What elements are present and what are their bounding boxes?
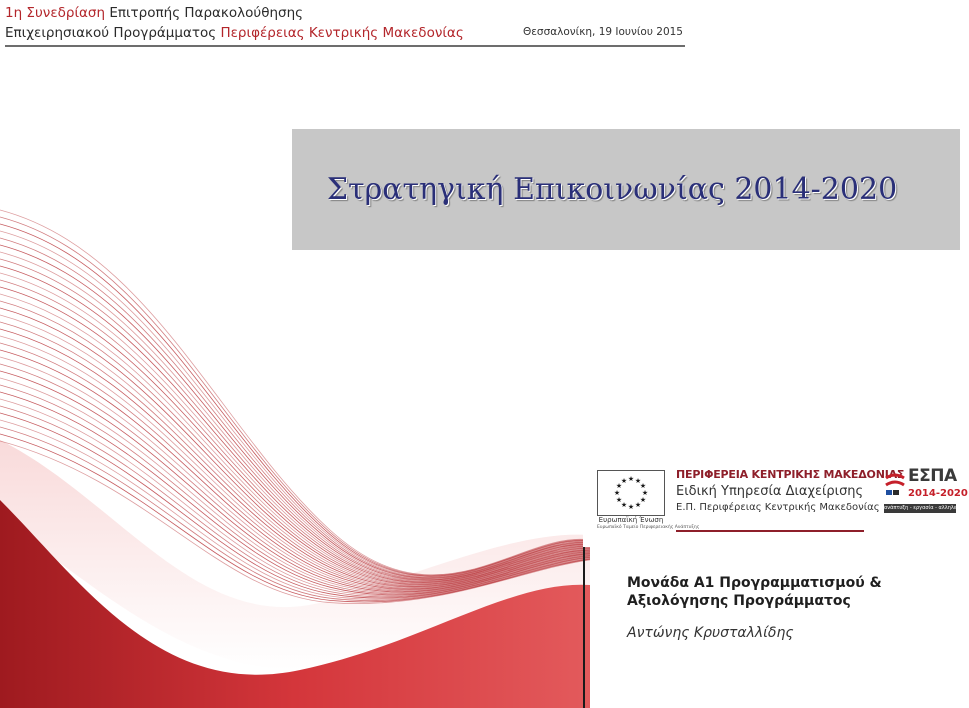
eu-subcaption: Ευρωπαϊκό Ταμείο Περιφερειακής Ανάπτυξης (597, 525, 700, 530)
svg-text:★: ★ (615, 482, 623, 490)
svg-text:★: ★ (639, 482, 647, 490)
slide-header (5, 4, 685, 46)
presenting-unit (627, 574, 882, 610)
header-divider (5, 45, 685, 47)
header-line-1 (5, 4, 303, 22)
presenter-name: Αντώνης Κρυσταλλίδης (627, 625, 794, 641)
region-logo-rule (676, 530, 864, 532)
espa-logo (884, 466, 969, 514)
svg-text:★: ★ (634, 501, 642, 509)
espa-tagline: ανάπτυξη - εργασία - αλληλεγγύη (884, 505, 969, 511)
svg-text:★: ★ (613, 489, 621, 497)
espa-flag-icon (884, 470, 906, 500)
region-name: ΠΕΡΙΦΕΡΕΙΑ ΚΕΝΤΡΙΚΗΣ ΜΑΚΕΔΟΝΙΑΣ (676, 468, 905, 481)
header-program: Επιχειρησιακού Προγράμματος (5, 25, 221, 41)
red-wave-decoration (0, 200, 590, 708)
eu-caption: Ευρωπαϊκή Ένωση (598, 516, 664, 524)
operational-program: Ε.Π. Περιφέρειας Κεντρικής Μακεδονίας (676, 502, 880, 513)
espa-word: ΕΣΠΑ (908, 466, 957, 486)
svg-text:★: ★ (634, 477, 642, 485)
eu-flag-icon (597, 470, 665, 516)
svg-text:★: ★ (615, 496, 623, 504)
svg-text:★: ★ (639, 496, 647, 504)
region-logo (676, 468, 905, 513)
unit-line-2: Αξιολόγησης Προγράμματος (627, 593, 851, 609)
svg-text:★: ★ (627, 503, 635, 511)
header-committee: Επιτροπής Παρακολούθησης (105, 5, 304, 21)
managing-authority: Ειδική Υπηρεσία Διαχείρισης (676, 484, 864, 499)
espa-years: 2014-2020 (908, 488, 968, 499)
svg-text:★: ★ (641, 489, 649, 497)
svg-text:★: ★ (620, 477, 628, 485)
svg-text:★: ★ (627, 475, 635, 483)
svg-text:★: ★ (620, 501, 628, 509)
header-region: Περιφέρειας Κεντρικής Μακεδονίας (220, 25, 464, 41)
header-line-2 (5, 24, 464, 42)
slide-title: Στρατηγική Επικοινωνίας 2014-2020 (326, 172, 898, 207)
header-session: 1η Συνεδρίαση (5, 5, 106, 21)
unit-line-1: Μονάδα Α1 Προγραμματισμού & (627, 575, 882, 591)
header-date: Θεσσαλονίκη, 19 Ιουνίου 2015 (522, 26, 683, 38)
eu-logo (597, 470, 700, 532)
